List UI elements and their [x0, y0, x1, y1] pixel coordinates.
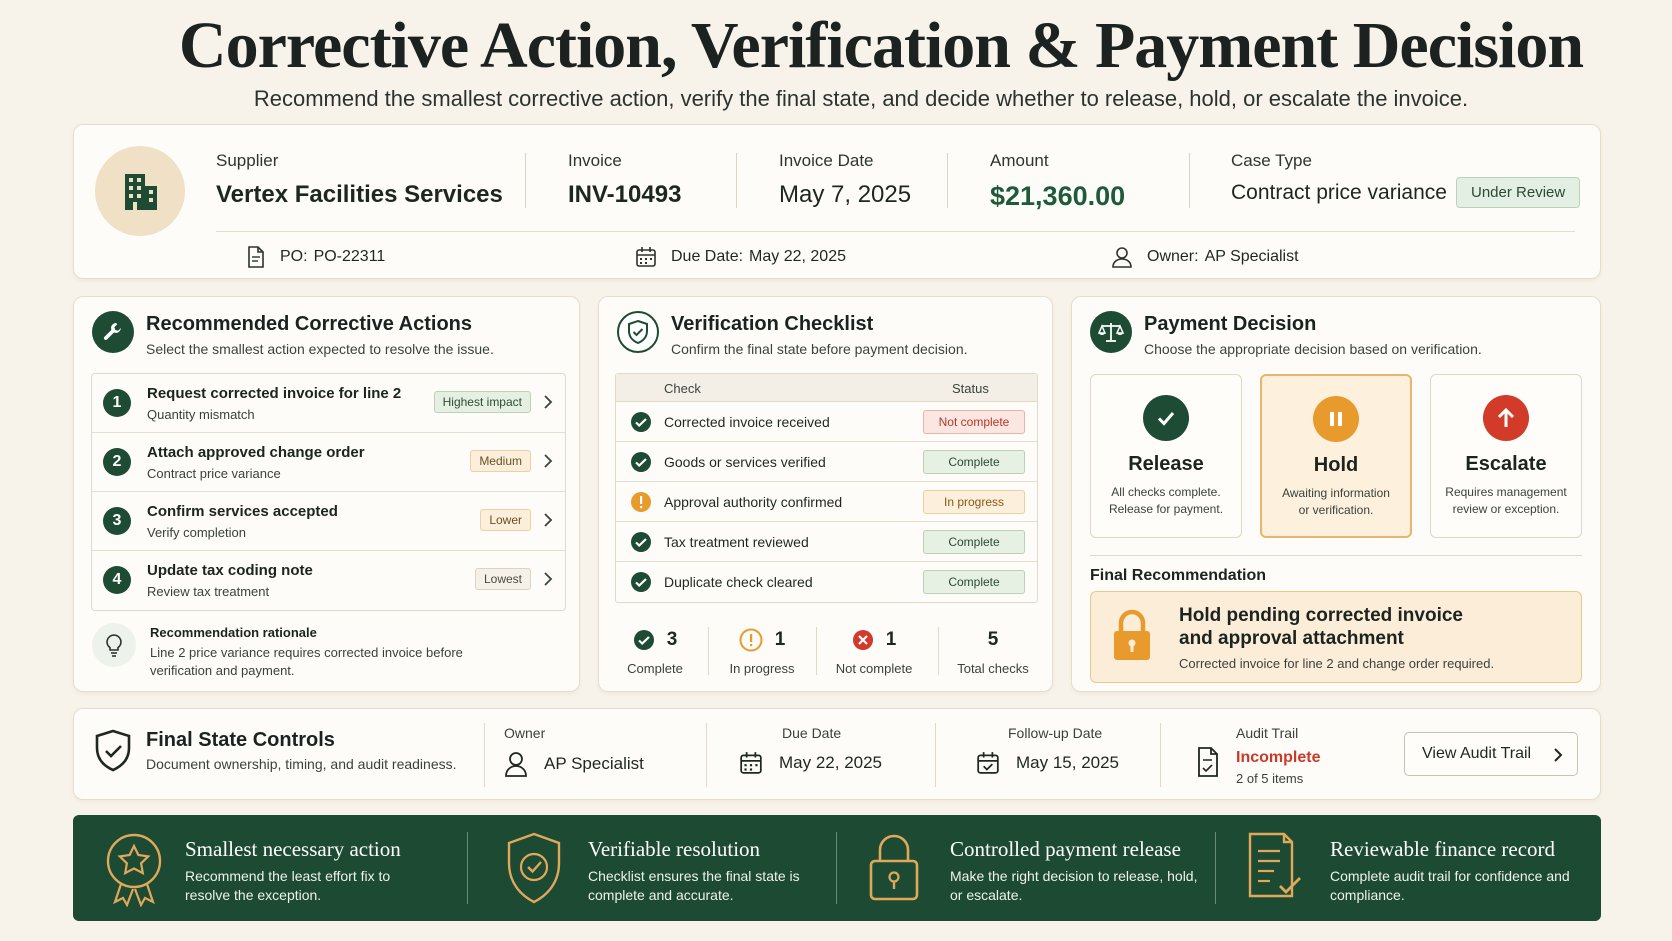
follow-up-control — [976, 725, 1119, 775]
case-type-field — [1231, 151, 1447, 205]
owner-value: AP Specialist — [544, 754, 644, 773]
warning-circle-icon — [739, 628, 763, 652]
impact-badge: Highest impact — [434, 391, 531, 413]
principle-item — [838, 815, 1218, 921]
rationale-text: Line 2 price variance requires corrected invoice before verification and payment. — [150, 645, 463, 678]
summary-in-progress — [707, 627, 817, 676]
due-date-control — [739, 725, 882, 775]
release-option[interactable] — [1090, 374, 1242, 538]
verification-card — [598, 296, 1053, 692]
hold-option[interactable] — [1260, 374, 1412, 538]
checklist-row[interactable] — [616, 442, 1037, 482]
actions-title: Recommended Corrective Actions — [146, 313, 473, 335]
po-meta — [246, 246, 385, 268]
check-circle-icon — [630, 451, 652, 473]
summary-count: 5 — [987, 629, 999, 650]
action-item-1[interactable] — [92, 374, 565, 433]
impact-badge: Medium — [470, 450, 531, 472]
summary-not-complete — [819, 627, 929, 676]
principle-text: Make the right decision to release, hold, or escalate. — [950, 868, 1198, 903]
step-number: 2 — [103, 448, 131, 476]
principle-text: Complete audit trail for confidence and compliance. — [1330, 868, 1570, 903]
case-type-value: Contract price variance — [1231, 181, 1447, 204]
actions-header — [92, 311, 494, 357]
verification-header — [617, 311, 968, 357]
check-circle-icon — [630, 531, 652, 553]
step-number: 1 — [103, 389, 131, 417]
principle-item — [1218, 815, 1598, 921]
action-item-3[interactable] — [92, 492, 565, 551]
action-subtitle: Contract price variance — [147, 466, 281, 481]
owner-meta — [1111, 246, 1299, 268]
owner-label: Owner — [504, 725, 546, 741]
status-pill: In progress — [923, 490, 1025, 514]
checklist-row[interactable] — [616, 522, 1037, 562]
action-title: Request corrected invoice for line 2 — [147, 385, 402, 402]
summary-label: Not complete — [835, 661, 913, 676]
audit-trail-label: Audit Trail — [1236, 725, 1299, 741]
principle-item — [73, 815, 463, 921]
supplier-field — [216, 151, 503, 209]
verification-subtitle: Confirm the final state before payment decision. — [671, 341, 968, 357]
invoice-date: May 7, 2025 — [779, 181, 912, 208]
calendar-check-icon — [976, 751, 1000, 775]
summary-count: 1 — [774, 629, 786, 650]
user-icon — [504, 751, 528, 777]
check-icon — [1143, 395, 1189, 441]
chevron-right-icon — [543, 453, 553, 469]
checklist-row[interactable] — [616, 482, 1037, 522]
invoice-number: INV-10493 — [568, 181, 682, 208]
check-label: Tax treatment reviewed — [664, 534, 809, 550]
final-state-controls-card — [73, 708, 1601, 800]
column-check: Check — [664, 381, 701, 396]
follow-up-value: May 15, 2025 — [1016, 753, 1120, 772]
award-star-icon — [101, 831, 167, 907]
rationale-title: Recommendation rationale — [150, 625, 317, 640]
option-title: Escalate — [1465, 453, 1547, 475]
button-label: View Audit Trail — [1422, 745, 1532, 762]
due-date-value: May 22, 2025 — [779, 753, 883, 772]
checklist-row[interactable] — [616, 562, 1037, 602]
shield-check-icon — [94, 729, 132, 773]
action-subtitle: Verify completion — [147, 525, 246, 540]
summary-label: In progress — [729, 661, 795, 676]
supplier-avatar — [95, 146, 185, 236]
page-subtitle: Recommend the smallest corrective action, verify the final state, and decide whether to release, hold, or escalate the invoice. — [253, 86, 1469, 111]
lock-icon — [1111, 608, 1153, 662]
principle-title: Controlled payment release — [950, 837, 1181, 861]
principle-item — [476, 815, 836, 921]
column-status: Status — [952, 381, 989, 396]
chevron-right-icon — [543, 394, 553, 410]
action-list — [91, 373, 566, 611]
wrench-icon — [92, 311, 134, 353]
view-audit-trail-button[interactable] — [1404, 732, 1578, 776]
due-date-label: Due Date: — [671, 248, 744, 265]
status-pill: Not complete — [923, 410, 1025, 434]
po-value: PO-22311 — [313, 248, 386, 265]
summary-label: Complete — [627, 661, 683, 676]
principle-title: Smallest necessary action — [185, 837, 401, 861]
action-subtitle: Quantity mismatch — [147, 407, 255, 422]
amount-field — [990, 151, 1125, 212]
calendar-icon — [739, 751, 763, 775]
principle-text: Recommend the least effort fix to resolve the exception. — [185, 868, 391, 903]
principle-title: Verifiable resolution — [588, 837, 761, 861]
action-title: Attach approved change order — [147, 444, 365, 461]
controls-title: Final State Controls — [146, 729, 335, 751]
due-date-label: Due Date — [782, 725, 842, 741]
user-icon — [1111, 246, 1133, 268]
chevron-right-icon — [543, 512, 553, 528]
owner-label: Owner: — [1147, 248, 1199, 265]
impact-badge: Lower — [480, 509, 531, 531]
owner-value: AP Specialist — [1204, 248, 1299, 265]
principles-banner — [73, 815, 1601, 921]
action-item-2[interactable] — [92, 433, 565, 492]
checklist-document-icon — [1246, 831, 1306, 901]
action-subtitle: Review tax treatment — [147, 584, 270, 599]
shield-check-icon — [504, 831, 564, 905]
chevron-right-icon — [1553, 747, 1563, 763]
check-circle-icon — [633, 629, 655, 651]
check-circle-icon — [630, 411, 652, 433]
final-recommendation-title: Hold pending corrected invoice and approval attachment — [1179, 605, 1463, 649]
case-type-label: Case Type — [1231, 151, 1312, 170]
controls-subtitle: Document ownership, timing, and audit readiness. — [146, 756, 457, 772]
check-label: Approval authority confirmed — [664, 494, 843, 510]
action-item-4[interactable] — [92, 551, 565, 610]
supplier-label: Supplier — [216, 151, 279, 170]
final-recommendation-box — [1090, 591, 1582, 683]
checklist-table — [615, 373, 1038, 603]
amount-value: $21,360.00 — [990, 181, 1126, 211]
due-date-meta — [635, 246, 846, 268]
document-icon — [246, 246, 266, 268]
pause-icon — [1313, 396, 1359, 442]
check-circle-icon — [630, 571, 652, 593]
checklist-document-icon — [1196, 747, 1220, 777]
impact-badge: Lowest — [475, 568, 531, 590]
verification-title: Verification Checklist — [671, 313, 874, 335]
principle-title: Reviewable finance record — [1330, 837, 1556, 861]
building-icon — [117, 168, 163, 214]
invoice-label: Invoice — [568, 151, 622, 170]
scales-icon — [1090, 311, 1132, 353]
principle-text: Checklist ensures the final state is complete and accurate. — [588, 868, 800, 903]
status-pill: Complete — [923, 570, 1025, 594]
action-title: Update tax coding note — [147, 562, 313, 579]
payment-header — [1090, 311, 1482, 357]
escalate-option[interactable] — [1430, 374, 1582, 538]
option-title: Release — [1128, 453, 1204, 475]
status-badge: Under Review — [1456, 177, 1580, 208]
owner-control — [504, 725, 644, 777]
payment-decision-card — [1071, 296, 1601, 692]
step-number: 4 — [103, 566, 131, 594]
chevron-right-icon — [543, 571, 553, 587]
audit-trail-status: Incomplete — [1236, 749, 1321, 766]
supplier-name: Vertex Facilities Services — [216, 181, 503, 208]
due-date-value: May 22, 2025 — [749, 248, 846, 265]
invoice-field — [568, 151, 681, 209]
status-pill: Complete — [923, 530, 1025, 554]
summary-count: 1 — [885, 629, 897, 650]
lock-icon — [866, 831, 922, 903]
summary-label: Total checks — [957, 661, 1029, 676]
calendar-icon — [635, 246, 657, 268]
invoice-date-label: Invoice Date — [779, 151, 874, 170]
arrow-up-icon — [1483, 395, 1529, 441]
page-title: Corrective Action, Verification & Payment Decision — [178, 9, 1584, 82]
option-description: Requires management review or exception. — [1445, 485, 1567, 516]
payment-title: Payment Decision — [1144, 313, 1317, 335]
final-recommendation-subtitle: Corrected invoice for line 2 and change order required. — [1179, 656, 1495, 671]
final-recommendation-label: Final Recommendation — [1090, 567, 1267, 584]
invoice-date-field — [779, 151, 911, 209]
option-description: Awaiting information or verification. — [1282, 486, 1390, 517]
summary-total — [938, 627, 1048, 676]
action-title: Confirm services accepted — [147, 503, 338, 520]
check-label: Goods or services verified — [664, 454, 826, 470]
po-label: PO: — [280, 248, 308, 265]
warning-circle-icon — [630, 491, 652, 513]
amount-label: Amount — [990, 151, 1049, 170]
actions-subtitle: Select the smallest action expected to resolve the issue. — [146, 341, 494, 357]
invoice-header-card — [73, 124, 1601, 279]
summary-count: 3 — [666, 629, 678, 650]
option-title: Hold — [1313, 454, 1359, 476]
check-label: Duplicate check cleared — [664, 574, 813, 590]
shield-check-icon — [617, 311, 659, 353]
payment-subtitle: Choose the appropriate decision based on verification. — [1144, 341, 1482, 357]
checklist-header — [616, 374, 1037, 402]
status-pill: Complete — [923, 450, 1025, 474]
lightbulb-icon — [92, 623, 136, 667]
audit-trail-control — [1236, 725, 1320, 786]
step-number: 3 — [103, 507, 131, 535]
checklist-row[interactable] — [616, 402, 1037, 442]
x-circle-icon — [852, 629, 874, 651]
check-label: Corrected invoice received — [664, 414, 830, 430]
follow-up-label: Follow-up Date — [1008, 725, 1103, 741]
audit-trail-count: 2 of 5 items — [1236, 771, 1304, 786]
corrective-actions-card — [73, 296, 580, 692]
summary-complete — [600, 627, 710, 676]
option-description: All checks complete. Release for payment. — [1108, 485, 1224, 516]
